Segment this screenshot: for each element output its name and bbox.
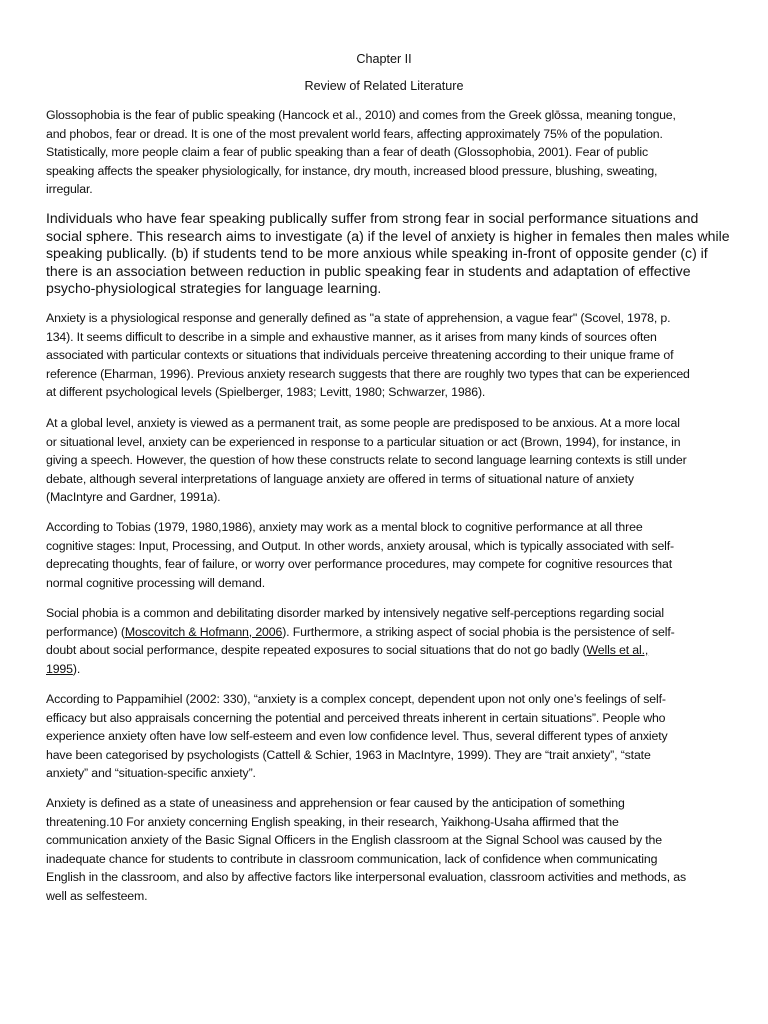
- text-line: speaking affects the speaker physiologically, for instance, dry mouth, increased blood pressure, blushing, sweating,: [46, 163, 658, 178]
- citation-link-wells[interactable]: Wells et al.,: [586, 643, 649, 657]
- text-line: According to Pappamihiel (2002: 330), “anxiety is a complex concept, dependent upon not only one’s feelings of self-: [46, 692, 666, 706]
- paragraph-glossophobia: [46, 106, 722, 199]
- text-line: [46, 641, 722, 660]
- text-line: [46, 660, 722, 679]
- paragraph-pappamihiel: [46, 690, 722, 783]
- paragraph-social-phobia: [46, 604, 722, 678]
- text-line: reference (Eharman, 1996). Previous anxiety research suggests that there are roughly two types that can be experienced: [46, 366, 690, 381]
- text-fragment: ). Furthermore, a striking aspect of social phobia is the persistence of self-: [282, 624, 675, 639]
- text-line: anxiety” and “situation-specific anxiety”.: [46, 766, 256, 780]
- text-line: normal cognitive processing will demand.: [46, 575, 266, 590]
- text-line: at different psychological levels (Spielberger, 1983; Levitt, 1980; Schwarzer, 1986).: [46, 385, 486, 399]
- text-line: debate, although several interpretations of language anxiety are offered in terms of situational nature of anxiety: [46, 471, 634, 486]
- text-line: experience anxiety often have low self-esteem and even low confidence level. Thus, several different types of anxiety: [46, 729, 668, 743]
- text-line: Glossophobia is the fear of public speaking (Hancock et al., 2010) and comes from the Greek glōssa, meaning tongue,: [46, 108, 676, 122]
- text-line: [46, 623, 722, 642]
- text-line: giving a speech. However, the question of how these constructs relate to second language learning contexts is still under: [46, 453, 687, 467]
- paragraph-tobias: [46, 518, 722, 592]
- section-title: Review of Related Literature: [304, 79, 464, 93]
- text-line: threatening.10 For anxiety concerning English speaking, in their research, Yaikhong-Usaha affirmed that the: [46, 814, 619, 829]
- text-line: social sphere. This research aims to investigate (a) if the level of anxiety is higher in females then males while: [46, 227, 730, 244]
- text-line: speaking publically. (b) if students tend to be more anxious while speaking in-front of opposite gender (c) if: [46, 245, 708, 262]
- paragraph-english-speaking-anxiety: [46, 794, 722, 905]
- text-line: communication anxiety of the Basic Signal Officers in the English classroom at the Signal School was caused by the: [46, 833, 662, 847]
- text-line: irregular.: [46, 182, 93, 196]
- text-line: inadequate chance for students to contribute in classroom communication, lack of confidence when communicating: [46, 851, 658, 866]
- text-line: and phobos, fear or dread. It is one of the most prevalent world fears, affecting approximately 75% of the population.: [46, 126, 663, 141]
- text-line: According to Tobias (1979, 1980,1986), anxiety may work as a mental block to cognitive performance at all three: [46, 520, 643, 534]
- text-line: or situational level, anxiety can be experienced in response to a particular situation or act (Brown, 1994), for instance, in: [46, 434, 681, 449]
- chapter-title: Chapter II: [356, 52, 412, 66]
- paragraph-research-aims: [46, 210, 730, 298]
- text-fragment: ).: [72, 661, 81, 676]
- text-fragment: doubt about social performance, despite repeated exposures to social situations that do not go badly (: [46, 643, 587, 657]
- text-line: Social phobia is a common and debilitating disorder marked by intensively negative self-perceptions regarding social: [46, 606, 664, 620]
- text-fragment: performance) (: [46, 624, 125, 639]
- text-line: Statistically, more people claim a fear of public speaking than a fear of death (Glossophobia, 2001). Fear of public: [46, 145, 648, 159]
- text-line: associated with particular contexts or situations that individuals perceive threatening according to their unique frame of: [46, 348, 674, 362]
- paragraph-global-level: [46, 414, 722, 507]
- text-line: (MacIntyre and Gardner, 1991a).: [46, 490, 221, 504]
- citation-link-wells-year[interactable]: 1995: [46, 661, 73, 676]
- text-line: deprecating thoughts, fear of failure, or worry over performance procedures, may compete for cognitive resources that: [46, 557, 673, 571]
- citation-link-moscovitch[interactable]: Moscovitch & Hofmann, 2006: [124, 624, 283, 639]
- text-line: cognitive stages: Input, Processing, and Output. In other words, anxiety arousal, which is typically associated with self-: [46, 538, 675, 553]
- text-line: there is an association between reduction in public speaking fear in students and adaptation of effective: [46, 262, 691, 279]
- paragraph-anxiety-definition: [46, 309, 722, 402]
- text-line: Anxiety is defined as a state of uneasiness and apprehension or fear caused by the anticipation of something: [46, 796, 625, 810]
- text-line: Anxiety is a physiological response and generally defined as "a state of apprehension, a vague fear" (Scovel, 1978, p.: [46, 311, 671, 325]
- text-line: Individuals who have fear speaking publically suffer from strong fear in social performance situations and: [46, 210, 699, 226]
- text-line: have been categorised by psychologists (Cattell & Schier, 1963 in MacIntyre, 1999). They are “trait anxiety”, “state: [46, 747, 651, 762]
- text-line: At a global level, anxiety is viewed as a permanent trait, as some people are predisposed to be anxious. At a more local: [46, 416, 680, 430]
- text-line: English in the classroom, and also by affective factors like interpersonal evaluation, classroom activities and methods, as: [46, 870, 686, 884]
- text-line: psycho-physiological strategies for language learning.: [46, 280, 382, 297]
- text-line: well as selfesteem.: [46, 888, 148, 903]
- text-line: 134). It seems difficult to describe in a simple and exhaustive manner, as it arises from many kinds of sources often: [46, 329, 657, 344]
- text-line: efficacy but also appraisals concerning the potential and perceived threats inherent in certain situations”. People who: [46, 710, 666, 725]
